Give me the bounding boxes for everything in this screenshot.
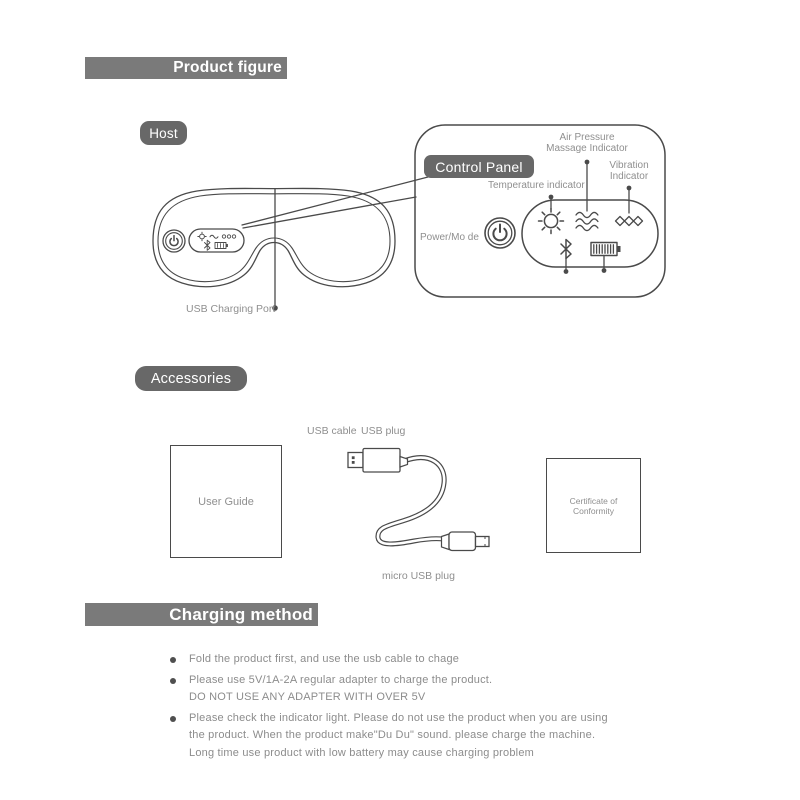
usb-cable-drawing	[340, 444, 500, 560]
air-pressure-pointer	[585, 160, 590, 211]
bullet-dot	[170, 678, 176, 684]
instruction-line: Fold the product first, and use the usb cable to chage	[189, 653, 460, 665]
power-button-callout[interactable]	[485, 218, 515, 248]
section-title: Product figure	[173, 59, 282, 76]
list-item	[168, 710, 728, 763]
usb-cable-label: USB cable	[307, 425, 357, 437]
micro-usb-plug-label: micro USB plug	[382, 570, 455, 582]
battery-icon	[215, 243, 228, 249]
massage-dots-icon	[222, 235, 235, 238]
usb-plug-label: USB plug	[361, 425, 406, 437]
instruction-line: Please check the indicator light. Please do not use the product when you are using	[189, 711, 608, 724]
temperature-indicator-label: Temperature indicator	[488, 180, 585, 191]
section-header-product-figure	[85, 57, 287, 79]
accessories-label-pill	[135, 366, 247, 391]
host-label: Host	[149, 125, 178, 141]
air-pressure-waves-icon	[210, 235, 218, 238]
temperature-pointer	[549, 195, 554, 209]
sun-temperature-icon	[539, 209, 564, 234]
accessories-label: Accessories	[150, 370, 232, 387]
bullet-dot	[170, 716, 176, 722]
user-guide-box	[170, 445, 282, 558]
sun-temperature-icon	[198, 232, 206, 241]
callout-indicator-panel	[522, 200, 658, 267]
bluetooth-icon	[561, 240, 571, 274]
user-guide-label: User Guide	[198, 495, 254, 508]
air-pressure-indicator-label: Air Pressure Massage Indicator	[546, 132, 628, 154]
power-button-device[interactable]	[163, 230, 185, 252]
control-panel-label: Control Panel	[435, 158, 523, 175]
usb-a-plug	[348, 449, 408, 473]
instruction-line: the product. When the product make"Du Du" sound. please charge the machine.	[189, 729, 596, 742]
bullet-dot	[170, 657, 176, 663]
device-indicator-panel	[189, 229, 244, 252]
control-panel-label-pill	[424, 155, 534, 178]
section-title: Charging method	[169, 604, 313, 624]
usb-charging-port-label: USB Charging Port	[186, 303, 276, 315]
instruction-line: DO NOT USE ANY ADAPTER WITH OVER 5V	[189, 691, 426, 704]
vibration-diamonds-icon	[616, 217, 643, 226]
charging-instructions-list	[168, 651, 728, 766]
bluetooth-icon	[205, 240, 211, 250]
battery-icon	[591, 243, 621, 273]
micro-usb-plug	[442, 532, 490, 551]
vibration-indicator-label: Vibration Indicator	[609, 160, 649, 182]
vibration-pointer	[627, 186, 632, 213]
power-icon	[170, 236, 178, 246]
air-pressure-waves-icon	[576, 212, 598, 230]
instruction-line: Please use 5V/1A-2A regular adapter to charge the product.	[189, 673, 493, 686]
callout-line-lower	[243, 197, 416, 228]
list-item	[168, 672, 728, 707]
list-item	[168, 651, 728, 669]
callout-line-upper	[242, 177, 428, 225]
certificate-box	[546, 458, 641, 553]
power-icon	[493, 225, 506, 241]
usb-port-pointer	[272, 189, 278, 311]
instruction-line: Long time use product with low battery may cause charging problem	[189, 746, 535, 759]
section-header-charging-method	[85, 603, 318, 626]
certificate-label: Certificate of Conformity	[569, 495, 618, 516]
power-mode-label: Power/Mo de	[420, 232, 479, 243]
